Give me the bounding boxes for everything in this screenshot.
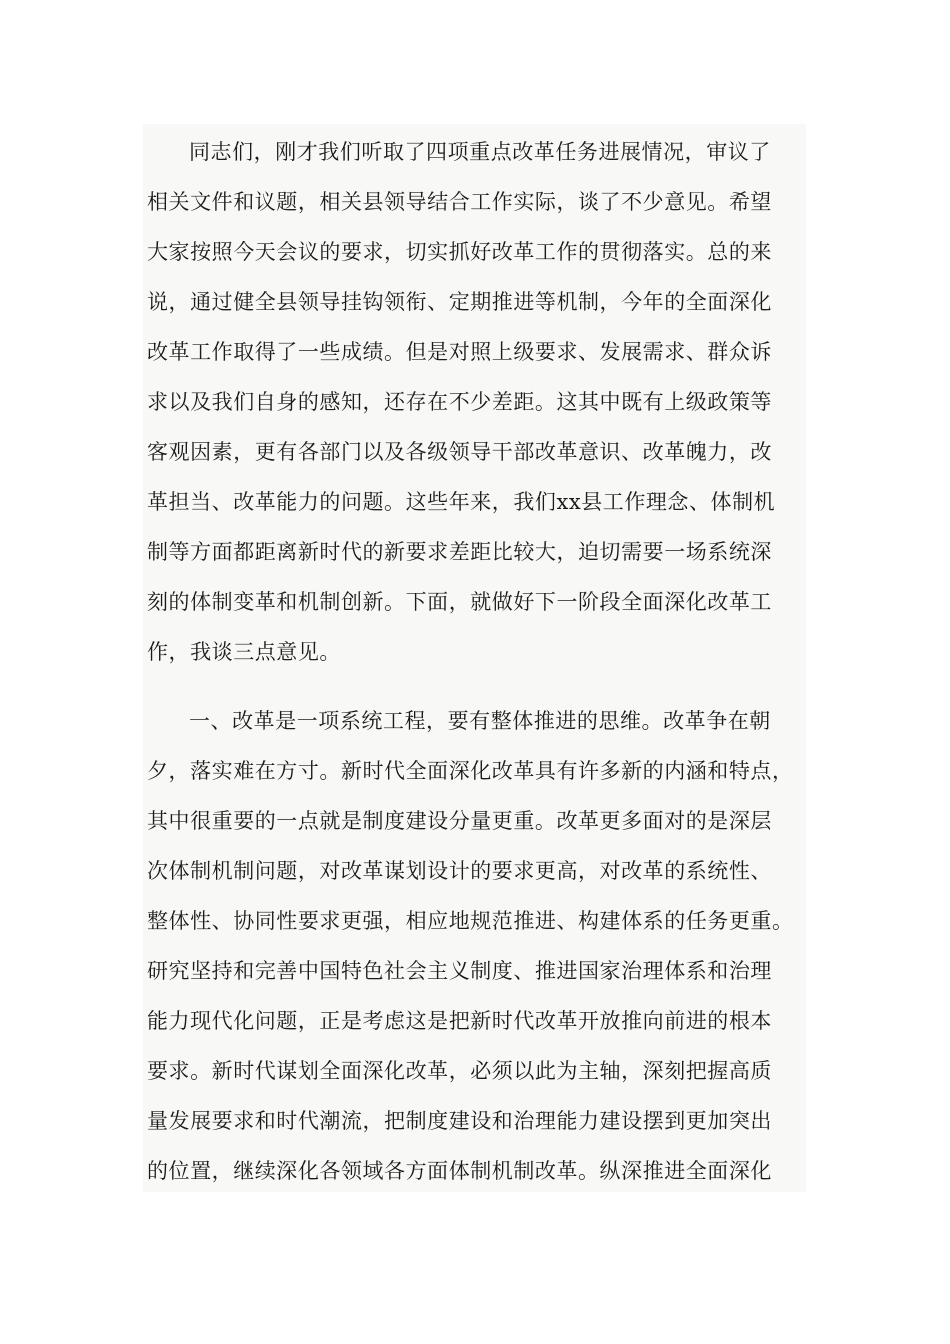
paragraph-line: 改革工作取得了一些成绩。但是对照上级要求、发展需求、群众诉 [147,340,772,364]
paragraph-line: 客观因素，更有各部门以及各级领导干部改革意识、改革魄力，改 [147,440,772,464]
paragraph-line: 能力现代化问题，正是考虑这是把新时代改革开放推向前进的根本 [147,1009,772,1033]
paragraph-line: 次体制机制问题，对改革谋划设计的要求更高，对改革的系统性、 [147,859,772,883]
paragraph-line: 一、改革是一项系统工程，要有整体推进的思维。改革争在朝 [189,709,771,733]
paragraph-line: 作，我谈三点意见。 [147,640,341,664]
paragraph-line: 刻的体制变革和机制创新。下面，就做好下一阶段全面深化改革工 [147,590,772,614]
paragraph-line: 相关文件和议题，相关县领导结合工作实际，谈了不少意见。希望 [147,190,772,214]
document-body [143,124,806,1192]
paragraph-line: 量发展要求和时代潮流，把制度建设和治理能力建设摆到更加突出 [147,1109,772,1133]
paragraph-line: 研究坚持和完善中国特色社会主义制度、推进国家治理体系和治理 [147,959,772,983]
paragraph-line: 夕，落实难在方寸。新时代全面深化改革具有许多新的内涵和特点， [147,759,794,783]
paragraph-line: 同志们，刚才我们听取了四项重点改革任务进展情况，审议了 [189,140,771,164]
paragraph-line: 的位置，继续深化各领域各方面体制机制改革。纵深推进全面深化 [147,1159,772,1183]
paragraph-line: 制等方面都距离新时代的新要求差距比较大，迫切需要一场系统深 [147,540,772,564]
paragraph-line: 其中很重要的一点就是制度建设分量更重。改革更多面对的是深层 [147,809,772,833]
paragraph-line: 要求。新时代谋划全面深化改革，必须以此为主轴，深刻把握高质 [147,1059,772,1083]
paragraph-line: 革担当、改革能力的问题。这些年来，我们xx县工作理念、体制机 [147,490,776,514]
paragraph-line: 大家按照今天会议的要求，切实抓好改革工作的贯彻落实。总的来 [147,240,772,264]
paragraph-line: 求以及我们自身的感知，还存在不少差距。这其中既有上级政策等 [147,390,772,414]
paragraph-line: 说，通过健全县领导挂钩领衔、定期推进等机制，今年的全面深化 [147,290,772,314]
paragraph-line: 整体性、协同性要求更强，相应地规范推进、构建体系的任务更重。 [147,909,794,933]
